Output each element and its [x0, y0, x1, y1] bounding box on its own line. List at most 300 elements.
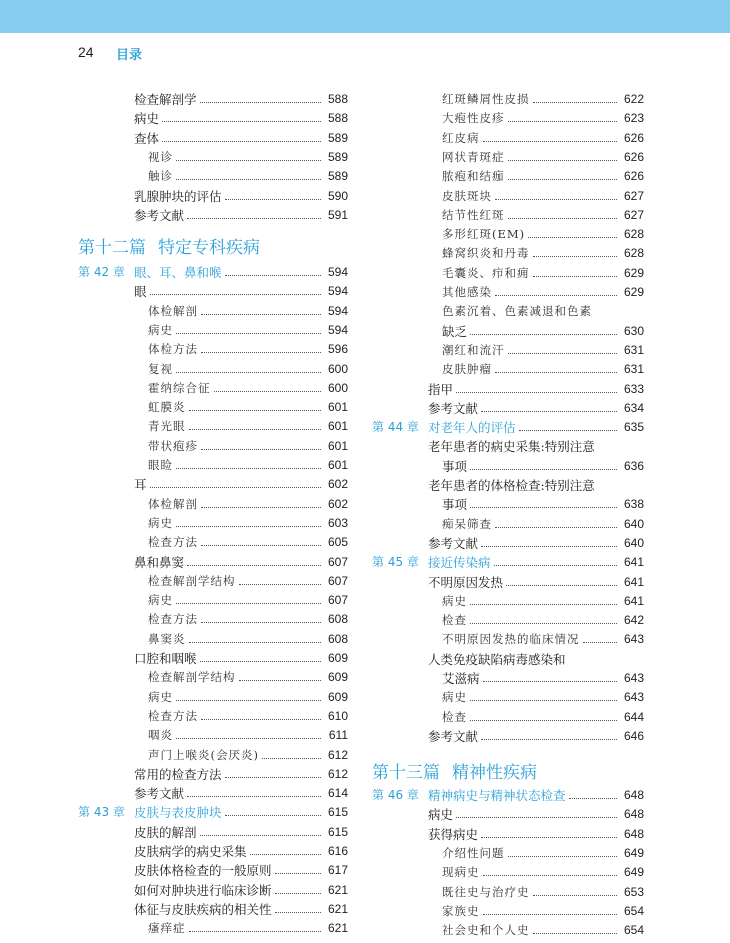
- dot-leader: [239, 680, 322, 681]
- toc-entry[interactable]: [372, 302, 644, 321]
- toc-entry-page: 594: [327, 303, 348, 318]
- toc-entry-title: 多形红斑(EM): [442, 227, 526, 242]
- toc-entry-page: 608: [327, 612, 348, 627]
- dot-leader: [200, 102, 321, 103]
- toc-entry[interactable]: [372, 283, 644, 302]
- toc-entry[interactable]: [78, 206, 348, 225]
- toc-entry[interactable]: [372, 457, 644, 476]
- toc-entry-page: 590: [327, 188, 348, 203]
- toc-entry[interactable]: [78, 321, 348, 340]
- dot-leader: [201, 719, 321, 720]
- chapter-heading[interactable]: [78, 803, 348, 822]
- toc-entry[interactable]: [78, 630, 348, 649]
- toc-entry-page: 615: [327, 824, 348, 839]
- dot-leader: [508, 218, 618, 219]
- toc-entry-title: 参考文献: [134, 786, 185, 802]
- toc-entry-title: 皮肤体格检查的一般原则: [134, 863, 272, 879]
- dot-leader: [470, 720, 617, 721]
- chapter-title: 接近传染病: [428, 555, 491, 571]
- dot-leader: [189, 642, 322, 643]
- toc-entry-page: 611: [328, 728, 348, 743]
- chapter-heading[interactable]: [372, 418, 644, 437]
- toc-entry-title: 现病史: [442, 865, 480, 880]
- dot-leader: [508, 353, 618, 354]
- toc-entry[interactable]: [78, 553, 348, 572]
- toc-entry[interactable]: [372, 902, 644, 921]
- chapter-heading[interactable]: [372, 786, 644, 805]
- toc-entry-page: 621: [327, 882, 348, 897]
- toc-entry-title: 既往史与治疗史: [442, 884, 530, 899]
- toc-entry-page: 654: [623, 923, 644, 938]
- dot-leader: [150, 294, 321, 295]
- toc-entry[interactable]: [372, 650, 644, 669]
- toc-entry-page: 622: [623, 92, 644, 106]
- toc-entry-title: 体检解剖: [148, 496, 198, 511]
- toc-entry[interactable]: [372, 264, 644, 283]
- toc-entry-page: 628: [623, 246, 644, 261]
- toc-entry-page: 641: [623, 593, 644, 608]
- toc-entry[interactable]: [78, 129, 348, 148]
- toc-entry-title: 皮肤斑块: [442, 188, 492, 203]
- toc-entry-page: 600: [327, 380, 348, 395]
- chapter-page: 641: [623, 555, 644, 570]
- toc-entry[interactable]: [78, 187, 348, 206]
- dot-leader: [187, 565, 321, 566]
- toc-entry[interactable]: [78, 881, 348, 900]
- dot-leader: [189, 410, 322, 411]
- dot-leader: [470, 700, 617, 701]
- toc-entry-title: 不明原因发热的临床情况: [442, 632, 580, 647]
- dot-leader: [483, 914, 618, 915]
- toc-entry-page: 649: [623, 865, 644, 880]
- dot-leader: [201, 352, 321, 353]
- dot-leader: [456, 392, 617, 393]
- toc-entry[interactable]: [372, 592, 644, 611]
- dot-leader: [176, 333, 321, 334]
- toc-entry-page: 610: [327, 708, 348, 723]
- toc-entry[interactable]: [78, 90, 348, 109]
- toc-entry-page: 648: [623, 826, 644, 841]
- toc-entry[interactable]: [78, 746, 348, 765]
- toc-entry[interactable]: [78, 823, 348, 842]
- dot-leader: [225, 815, 321, 816]
- dot-leader: [239, 584, 322, 585]
- toc-entry-title: 口腔和咽喉: [134, 651, 197, 666]
- toc-entry-page: 643: [623, 632, 644, 647]
- toc-entry[interactable]: [372, 360, 644, 379]
- toc-entry[interactable]: [78, 649, 348, 668]
- chapter-heading[interactable]: [372, 553, 644, 572]
- dot-leader: [201, 507, 321, 508]
- toc-entry[interactable]: [78, 591, 348, 610]
- dot-leader: [470, 507, 617, 508]
- dot-leader: [176, 603, 321, 604]
- toc-entry[interactable]: [372, 805, 644, 824]
- toc-entry[interactable]: [372, 534, 644, 553]
- toc-entry[interactable]: [372, 437, 644, 456]
- toc-entry-title: 病史: [442, 593, 467, 608]
- part-heading: [372, 758, 537, 783]
- toc-entry-title: 眼睑: [148, 458, 173, 472]
- dot-leader: [225, 275, 321, 276]
- toc-entry-page: 607: [327, 593, 348, 608]
- toc-entry[interactable]: [78, 398, 348, 417]
- toc-entry-title: 体检解剖: [148, 303, 198, 318]
- toc-entry[interactable]: [372, 669, 644, 688]
- toc-entry-page: 601: [327, 400, 348, 415]
- chapter-number: 第 44 章: [372, 420, 419, 435]
- toc-entry[interactable]: [78, 495, 348, 514]
- toc-entry-page: 609: [327, 670, 348, 685]
- toc-entry-page: 629: [623, 265, 644, 280]
- toc-entry[interactable]: [78, 302, 348, 321]
- toc-entry-page: 609: [327, 689, 348, 704]
- toc-entry-page: 627: [623, 207, 644, 222]
- dot-leader: [495, 199, 617, 200]
- chapter-title: 眼、耳、鼻和喉: [134, 265, 222, 280]
- dot-leader: [176, 738, 321, 739]
- toc-entry[interactable]: [78, 148, 348, 167]
- dot-leader: [508, 121, 618, 122]
- toc-entry-title: 眼: [134, 284, 147, 300]
- toc-entry-title: 其他感染: [442, 285, 492, 299]
- toc-entry-title: 触诊: [148, 169, 173, 184]
- toc-entry[interactable]: [372, 476, 644, 495]
- toc-entry[interactable]: [78, 668, 348, 687]
- toc-entry-title: 红皮病: [442, 130, 480, 145]
- toc-entry-page: 648: [623, 807, 644, 822]
- toc-entry[interactable]: [372, 611, 644, 630]
- toc-entry-page: 601: [327, 438, 348, 453]
- toc-entry-page: 591: [327, 207, 348, 222]
- toc-entry-page: 653: [623, 884, 644, 899]
- toc-entry[interactable]: [78, 475, 348, 494]
- toc-entry-title: 人类免疫缺陷病毒感染和: [428, 651, 566, 667]
- toc-entry-title: 病史: [134, 111, 160, 127]
- dot-leader: [508, 856, 618, 857]
- dot-leader: [533, 102, 618, 103]
- toc-entry-title: 检查解剖学结构: [148, 573, 236, 588]
- toc-entry[interactable]: [78, 919, 348, 938]
- dot-leader: [275, 912, 321, 913]
- toc-entry-title: 瘙痒症: [148, 921, 186, 936]
- dot-leader: [470, 469, 617, 470]
- toc-entry-title: 事项: [442, 497, 468, 513]
- dot-leader: [481, 411, 617, 412]
- toc-entry-page: 627: [623, 188, 644, 203]
- toc-entry[interactable]: [78, 688, 348, 707]
- toc-entry-page: 638: [623, 497, 644, 512]
- toc-entry[interactable]: [372, 515, 644, 534]
- toc-entry[interactable]: [78, 900, 348, 919]
- toc-entry[interactable]: [78, 533, 348, 552]
- part-number: 第十三篇: [372, 763, 440, 783]
- toc-entry[interactable]: [372, 688, 644, 707]
- toc-entry-title: 检查: [442, 613, 467, 628]
- toc-entry[interactable]: [78, 456, 348, 475]
- dot-leader: [200, 835, 321, 836]
- part-title: 精神性疾病: [452, 763, 537, 783]
- toc-entry[interactable]: [372, 727, 644, 746]
- part-heading: [78, 233, 260, 258]
- toc-entry[interactable]: [372, 495, 644, 514]
- header-color-band: [0, 0, 730, 33]
- toc-entry-title: 体检方法: [148, 342, 198, 357]
- dot-leader: [225, 199, 321, 200]
- toc-entry-title: 大疱性皮疹: [442, 111, 505, 126]
- toc-entry[interactable]: [372, 90, 644, 109]
- toc-entry-title: 皮肤肿瘤: [442, 362, 492, 377]
- toc-entry[interactable]: [78, 109, 348, 128]
- toc-entry[interactable]: [372, 244, 644, 263]
- chapter-heading[interactable]: [78, 263, 348, 282]
- dot-leader: [470, 623, 617, 624]
- toc-entry-page: 631: [623, 342, 644, 357]
- dot-leader: [456, 817, 617, 818]
- toc-entry[interactable]: [372, 844, 644, 863]
- dot-leader: [176, 160, 321, 161]
- toc-entry-title: 色素沉着、色素减退和色素: [442, 304, 592, 319]
- chapter-page: 635: [623, 420, 644, 435]
- toc-entry-title: 红斑鳞屑性皮损: [442, 92, 530, 106]
- dot-leader: [470, 604, 617, 605]
- toc-entry-title: 老年患者的病史采集:特别注意: [428, 439, 595, 455]
- dot-leader: [250, 854, 321, 855]
- toc-entry-title: 毛囊炎、疖和痈: [442, 265, 530, 280]
- toc-entry-title: 虹膜炎: [148, 400, 186, 415]
- chapter-title: 精神病史与精神状态检查: [428, 788, 566, 803]
- toc-entry-title: 查体: [134, 130, 160, 146]
- dot-leader: [176, 700, 321, 701]
- toc-entry-title: 病史: [148, 593, 173, 608]
- toc-entry-title: 病史: [148, 322, 173, 337]
- toc-entry-page: 596: [327, 342, 348, 357]
- toc-entry-page: 641: [623, 574, 644, 589]
- toc-entry[interactable]: [78, 167, 348, 186]
- toc-entry-page: 588: [327, 111, 348, 126]
- toc-entry-title: 事项: [442, 458, 468, 474]
- running-title: 目录: [116, 48, 143, 63]
- toc-entry-title: 病史: [148, 515, 173, 530]
- toc-entry-title: 检查方法: [148, 535, 198, 550]
- toc-entry-page: 643: [623, 671, 644, 685]
- toc-entry-title: 视诊: [148, 149, 173, 164]
- toc-entry[interactable]: [372, 921, 644, 940]
- toc-entry-title: 蜂窝织炎和丹毒: [442, 246, 530, 261]
- toc-entry-title: 网状青斑症: [442, 149, 505, 164]
- dot-leader: [569, 798, 617, 799]
- dot-leader: [481, 546, 617, 547]
- dot-leader: [519, 430, 617, 431]
- toc-entry-page: 634: [623, 400, 644, 415]
- toc-entry-title: 不明原因发热: [428, 574, 504, 590]
- toc-entry-title: 参考文献: [134, 207, 185, 223]
- toc-entry[interactable]: [78, 861, 348, 880]
- toc-entry-page: 633: [623, 381, 644, 396]
- toc-entry[interactable]: [372, 399, 644, 418]
- toc-entry-title: 检查方法: [148, 708, 198, 723]
- chapter-number: 第 46 章: [372, 788, 419, 802]
- dot-leader: [162, 121, 321, 122]
- toc-entry-title: 鼻窦炎: [148, 631, 186, 646]
- toc-entry-page: 644: [623, 709, 644, 724]
- toc-entry[interactable]: [372, 380, 644, 399]
- toc-entry[interactable]: [78, 784, 348, 803]
- toc-entry-title: 病史: [442, 690, 467, 705]
- dot-leader: [483, 875, 618, 876]
- toc-entry[interactable]: [78, 726, 348, 745]
- toc-entry[interactable]: [372, 573, 644, 592]
- dot-leader: [495, 295, 617, 296]
- toc-entry[interactable]: [372, 883, 644, 902]
- chapter-page: 648: [623, 788, 644, 802]
- toc-entry[interactable]: [372, 863, 644, 882]
- toc-entry[interactable]: [372, 167, 644, 186]
- toc-entry-title: 艾滋病: [442, 671, 480, 686]
- toc-entry[interactable]: [78, 437, 348, 456]
- chapter-number: 第 45 章: [372, 555, 419, 570]
- toc-entry-page: 614: [327, 786, 348, 801]
- toc-entry-page: 643: [623, 690, 644, 705]
- toc-entry[interactable]: [372, 630, 644, 649]
- toc-entry[interactable]: [78, 707, 348, 726]
- toc-entry-title: 乳腺肿块的评估: [134, 188, 222, 204]
- toc-entry-title: 皮肤的解剖: [134, 824, 197, 840]
- toc-entry-title: 鼻和鼻窦: [134, 554, 185, 570]
- dot-leader: [189, 429, 322, 430]
- toc-entry-page: 594: [327, 284, 348, 299]
- toc-entry-page: 607: [327, 554, 348, 569]
- dot-leader: [225, 777, 321, 778]
- chapter-title: 对老年人的评估: [428, 420, 516, 436]
- toc-entry-title: 青光眼: [148, 419, 186, 434]
- dot-leader: [495, 527, 617, 528]
- toc-entry-page: 589: [327, 149, 348, 164]
- dot-leader: [201, 314, 321, 315]
- toc-entry-title: 如何对肿块进行临床诊断: [134, 882, 272, 898]
- toc-entry-page: 626: [623, 169, 644, 184]
- toc-entry[interactable]: [78, 340, 348, 359]
- toc-entry-title: 参考文献: [428, 535, 479, 551]
- toc-entry[interactable]: [372, 109, 644, 128]
- toc-entry-title: 声门上喉炎(会厌炎): [148, 747, 259, 762]
- dot-leader: [275, 893, 321, 894]
- toc-entry-page: 601: [327, 419, 348, 434]
- toc-entry-page: 594: [327, 322, 348, 337]
- toc-entry-title: 家族史: [442, 903, 480, 918]
- toc-entry[interactable]: [78, 572, 348, 591]
- dot-leader: [187, 796, 321, 797]
- dot-leader: [201, 622, 321, 623]
- toc-entry-page: 631: [623, 362, 644, 377]
- dot-leader: [483, 681, 617, 682]
- toc-entry-page: 628: [623, 227, 644, 242]
- toc-entry[interactable]: [78, 765, 348, 784]
- toc-entry[interactable]: [372, 129, 644, 148]
- toc-entry-page: 612: [327, 747, 348, 762]
- toc-entry-title: 脓疱和结痂: [442, 169, 505, 184]
- toc-entry[interactable]: [78, 379, 348, 398]
- dot-leader: [494, 565, 617, 566]
- toc-entry-title: 结节性红斑: [442, 207, 505, 222]
- toc-entry-page: 630: [623, 323, 644, 338]
- toc-entry-page: 608: [327, 631, 348, 646]
- toc-entry-title: 体征与皮肤疾病的相关性: [134, 901, 272, 917]
- toc-entry-page: 626: [623, 149, 644, 164]
- dot-leader: [187, 218, 321, 219]
- toc-entry-page: 616: [327, 844, 348, 858]
- chapter-number: 第 43 章: [78, 805, 125, 820]
- dot-leader: [533, 256, 618, 257]
- toc-entry-title: 检查解剖学: [134, 92, 197, 107]
- dot-leader: [533, 276, 618, 277]
- toc-entry[interactable]: [372, 225, 644, 244]
- toc-entry-page: 603: [327, 515, 348, 530]
- toc-entry-title: 参考文献: [428, 400, 479, 416]
- toc-entry-title: 复视: [148, 361, 173, 376]
- toc-entry-title: 病史: [428, 807, 454, 823]
- dot-leader: [483, 141, 618, 142]
- dot-leader: [495, 372, 617, 373]
- dot-leader: [201, 545, 321, 546]
- dot-leader: [176, 526, 321, 527]
- toc-entry-page: 612: [327, 766, 348, 781]
- toc-entry-page: 642: [623, 613, 644, 628]
- dot-leader: [508, 179, 618, 180]
- dot-leader: [533, 933, 618, 934]
- toc-entry[interactable]: [372, 187, 644, 206]
- toc-entry[interactable]: [78, 417, 348, 436]
- dot-leader: [533, 895, 618, 896]
- toc-entry[interactable]: [372, 322, 644, 341]
- dot-leader: [506, 585, 617, 586]
- toc-entry-page: 609: [327, 651, 348, 665]
- toc-entry-page: 626: [623, 130, 644, 145]
- toc-entry[interactable]: [372, 825, 644, 844]
- dot-leader: [201, 449, 321, 450]
- toc-entry-title: 获得病史: [428, 826, 479, 842]
- dot-leader: [470, 334, 617, 335]
- toc-entry-page: 621: [327, 921, 348, 936]
- toc-entry[interactable]: [78, 360, 348, 379]
- dot-leader: [200, 661, 321, 662]
- toc-entry-title: 咽炎: [148, 728, 173, 743]
- toc-entry-title: 霍纳综合征: [148, 380, 211, 395]
- toc-entry-title: 社会史和个人史: [442, 923, 530, 938]
- toc-entry[interactable]: [78, 514, 348, 533]
- toc-entry-title: 检查解剖学结构: [148, 670, 236, 685]
- toc-entry[interactable]: [78, 842, 348, 861]
- dot-leader: [508, 160, 618, 161]
- toc-entry[interactable]: [372, 708, 644, 727]
- dot-leader: [583, 642, 618, 643]
- toc-entry-title: 潮红和流汗: [442, 342, 505, 357]
- toc-entry[interactable]: [372, 148, 644, 167]
- toc-entry-title: 老年患者的体格检查:特别注意: [428, 478, 595, 493]
- chapter-page: 594: [327, 265, 348, 279]
- toc-entry-page: 607: [327, 573, 348, 588]
- toc-entry-page: 602: [327, 477, 348, 492]
- toc-entry-page: 649: [623, 845, 644, 860]
- dot-leader: [189, 931, 322, 932]
- toc-entry[interactable]: [372, 341, 644, 360]
- toc-entry-page: 623: [623, 111, 644, 126]
- toc-entry[interactable]: [78, 610, 348, 629]
- toc-entry-page: 617: [327, 863, 348, 878]
- toc-entry[interactable]: [372, 206, 644, 225]
- part-title: 特定专科疾病: [158, 238, 260, 258]
- toc-entry[interactable]: [78, 282, 348, 301]
